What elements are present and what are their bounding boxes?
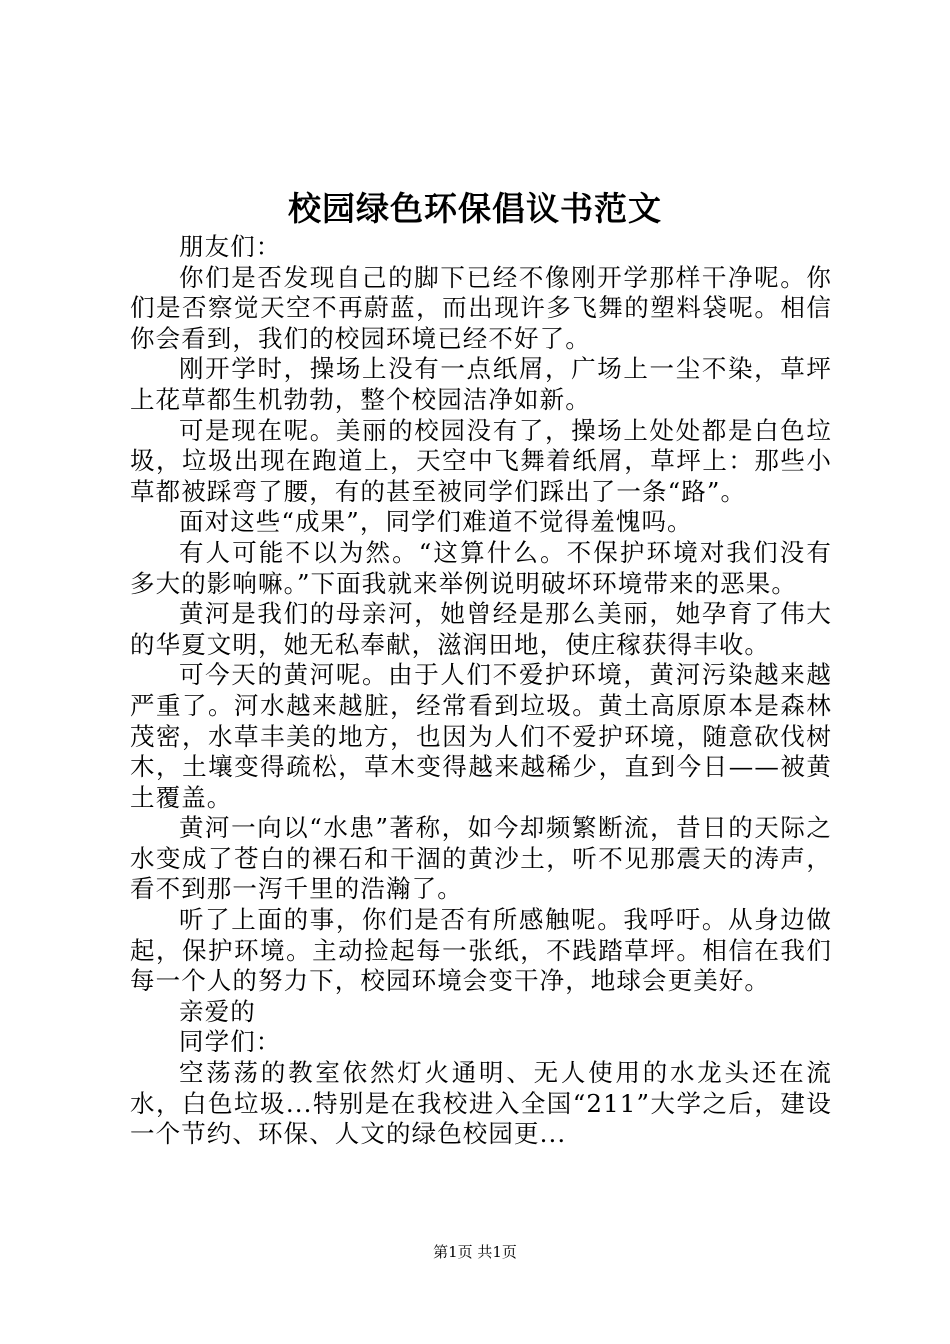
salutation-paragraph: 同学们：	[179, 1027, 282, 1057]
body-paragraph: 有人可能不以为然。“这算什么。不保护环境对我们没有多大的影响嘛。”下面我就来举例说明破坏环境带来的恶果。	[130, 537, 832, 598]
body-paragraph: 可是现在呢。美丽的校园没有了，操场上处处都是白色垃圾，垃圾出现在跑道上，天空中飞舞着纸屑，草坪上：那些小草都被踩弯了腰，有的甚至被同学们踩出了一条“路”。	[130, 415, 832, 506]
salutation-paragraph: 朋友们：	[179, 232, 282, 261]
body-paragraph: 空荡荡的教室依然灯火通明、无人使用的水龙头还在流水，白色垃圾...特别是在我校进入全国“211”大学之后，建设一个节约、环保、人文的绿色校园更...	[130, 1058, 832, 1149]
body-paragraph: 刚开学时，操场上没有一点纸屑，广场上一尘不染，草坪上花草都生机勃勃，整个校园洁净如新。	[130, 354, 832, 414]
page-number-footer: 第1页 共1页	[433, 1243, 517, 1261]
body-paragraph: 可今天的黄河呢。由于人们不爱护环境，黄河污染越来越严重了。河水越来越脏，经常看到垃圾。黄土高原原本是森林茂密，水草丰美的地方，也因为人们不爱护环境，随意砍伐树木，土壤变得疏松，草木变得越来越稀少，直到今日——被黄土覆盖。	[130, 660, 832, 812]
document-title: 校园绿色环保倡议书范文	[288, 189, 662, 228]
body-paragraph: 黄河一向以“水患”著称，如今却频繁断流，昔日的天际之水变成了苍白的裸石和干涸的黄沙土，听不见那震天的涛声，看不到那一泻千里的浩瀚了。	[130, 813, 832, 904]
body-paragraph: 黄河是我们的母亲河，她曾经是那么美丽，她孕育了伟大的华夏文明，她无私奉献，滋润田地，使庄稼获得丰收。	[130, 599, 832, 659]
body-paragraph: 面对这些“成果”，同学们难道不觉得羞愧吗。	[179, 507, 693, 537]
body-paragraph: 你们是否发现自己的脚下已经不像刚开学那样干净呢。你们是否察觉天空不再蔚蓝，而出现许多飞舞的塑料袋呢。相信你会看到，我们的校园环境已经不好了。	[130, 262, 832, 353]
document-body	[130, 232, 832, 1150]
body-paragraph: 听了上面的事，你们是否有所感触呢。我呼吁。从身边做起，保护环境。主动捡起每一张纸，不践踏草坪。相信在我们每一个人的努力下，校园环境会变干净，地球会更美好。	[130, 905, 832, 996]
salutation-paragraph: 亲爱的	[179, 996, 256, 1026]
